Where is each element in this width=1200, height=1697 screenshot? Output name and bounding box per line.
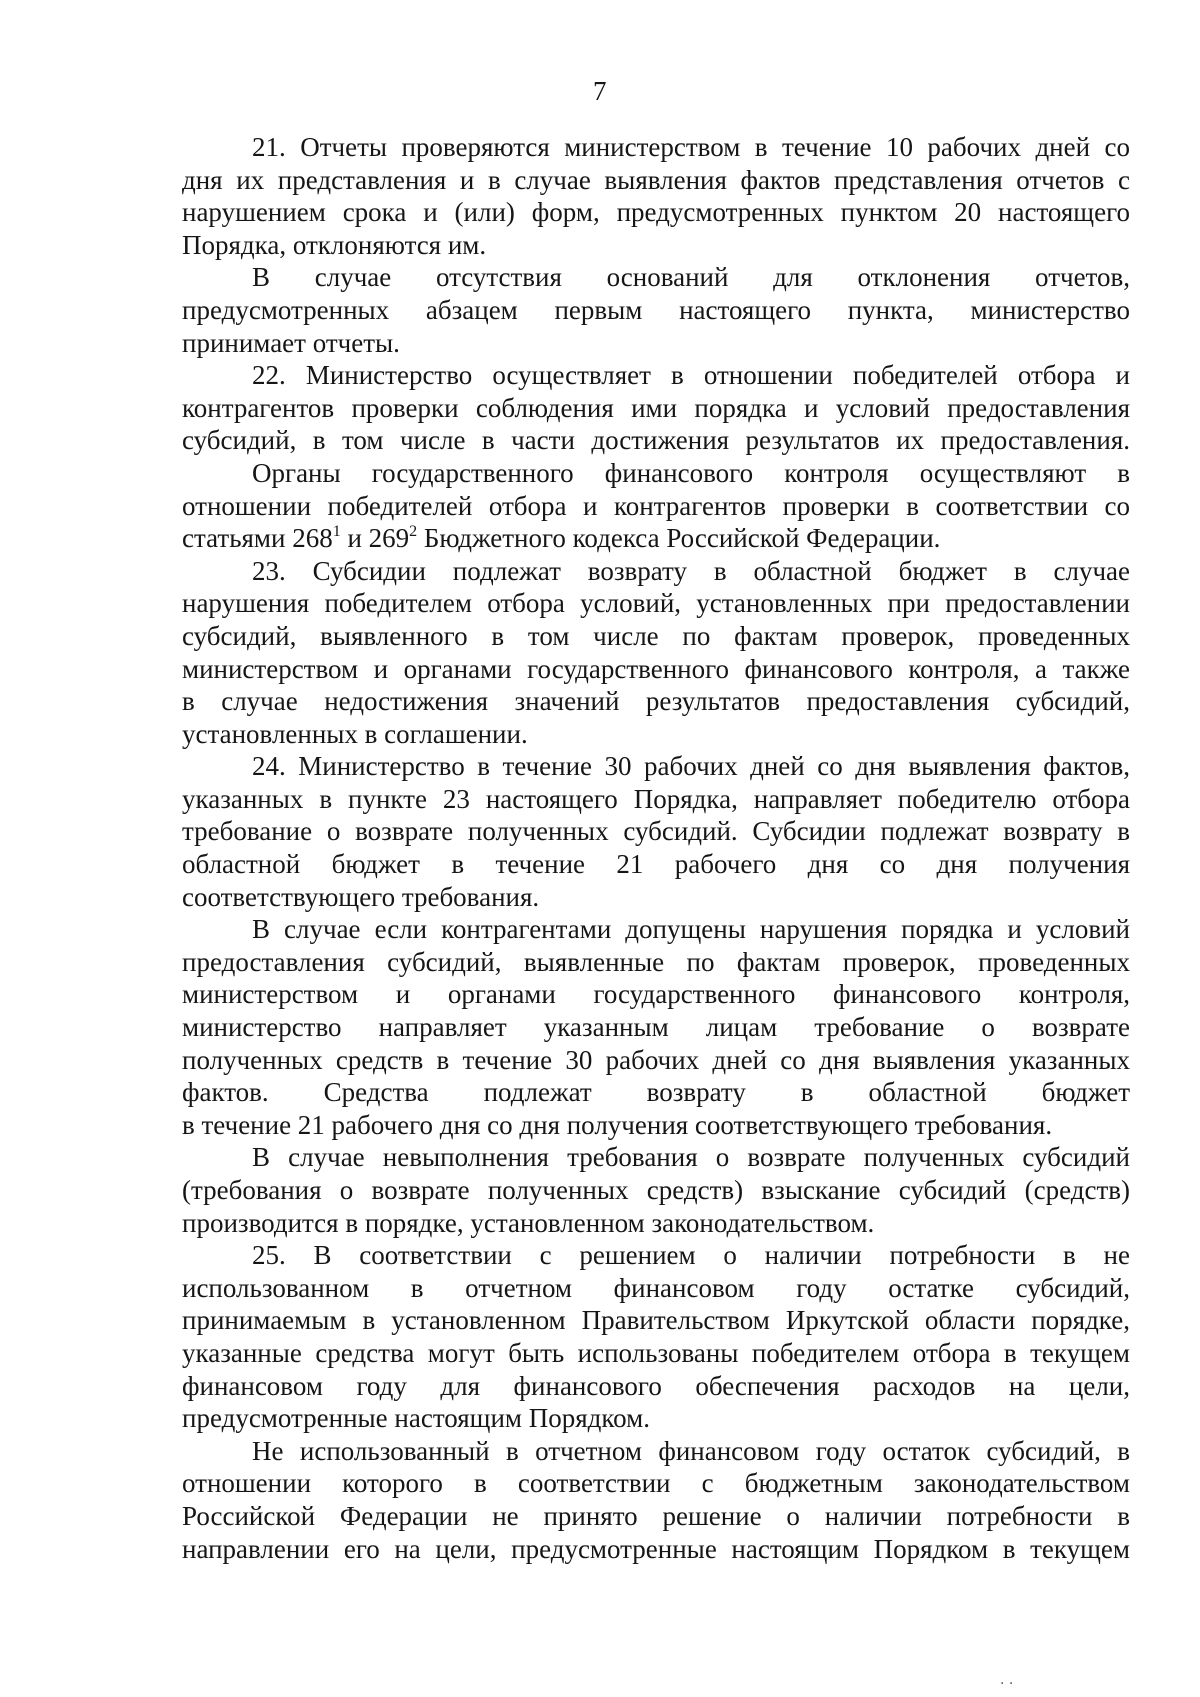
text-line: полученных средств в течение 30 рабочих дней со дня выявления указанных [182,1044,1130,1075]
text-line: 21. Отчеты проверяются министерством в течение 10 рабочих дней со [252,132,1130,162]
scan-artifact-mark: · · [1000,1676,1014,1692]
text-line: установленных в соглашении. [182,718,528,749]
text-line: областной бюджет в течение 21 рабочего дня со дня получения [182,849,1130,880]
text-run: и 269 [340,523,410,554]
superscript: 1 [332,523,341,541]
text-line: предусмотренных абзацем первым настоящего пункта, министерство [182,294,1130,325]
text-line: 23. Субсидии подлежат возврату в областной бюджет в случае [252,555,1130,586]
text-line: Порядка, отклоняются им. [182,229,487,260]
text-line [182,522,1130,555]
page-number: 7 [593,76,607,106]
document-body [182,131,1130,1565]
text-line: дня их представления и в случае выявления фактов представления отчетов с [182,164,1130,195]
text-run: Бюджетного кодекса Российской Федерации. [417,523,941,554]
text-line: фактов. Средства подлежат возврату в областной бюджет [182,1077,1130,1108]
text-line: указанные средства могут быть использованы победителем отбора в текущем [182,1337,1130,1368]
text-line: нарушения победителем отбора условий, установленных при предоставлении [182,588,1130,619]
text-line: использованном в отчетном финансовом году остатке субсидий, [182,1272,1130,1303]
text-line: Органы государственного финансового контроля осуществляют в [252,457,1130,488]
text-line: Не использованный в отчетном финансовом году остаток субсидий, в [252,1435,1130,1466]
text-line: в течение 21 рабочего дня со дня получения соответствующего требования. [182,1109,1053,1140]
text-line: нарушением срока и (или) форм, предусмотренных пунктом 20 настоящего [182,197,1130,228]
text-line: В случае если контрагентами допущены нарушения порядка и условий [252,914,1130,945]
text-line: 24. Министерство в течение 30 рабочих дней со дня выявления фактов, [252,751,1130,782]
text-line: (требования о возврате полученных средств) взыскание субсидий (средств) [182,1175,1130,1205]
superscript: 2 [409,523,418,541]
text-line: В случае невыполнения требования о возврате полученных субсидий [252,1142,1130,1173]
text-line: соответствующего требования. [182,881,540,912]
text-run: статьями 268 [182,523,333,554]
text-line: министерство направляет указанным лицам требование о возврате [182,1012,1130,1043]
text-line: принимает отчеты. [182,327,400,358]
text-line: Российской Федерации не принято решение о наличии потребности в [182,1500,1130,1531]
text-line: предоставления субсидий, выявленные по фактам проверок, проведенных [182,946,1130,977]
text-line: субсидий, выявленного в том числе по фактам проверок, проведенных [182,620,1130,651]
text-line: отношении победителей отбора и контрагентов проверки в соответствии со [182,490,1130,521]
text-line: направлении его на цели, предусмотренные настоящим Порядком в текущем [182,1533,1130,1564]
text-line: субсидий, в том числе в части достижения результатов их предоставления. [182,425,1130,456]
text-line: предусмотренные настоящим Порядком. [182,1403,650,1434]
text-line: указанных в пункте 23 настоящего Порядка, направляет победителю отбора [182,783,1130,814]
text-line: министерством и органами государственного финансового контроля, [182,979,1130,1010]
text-line: принимаемым в установленном Правительством Иркутской области порядке, [182,1305,1130,1336]
text-line: министерством и органами государственного финансового контроля, а также [182,653,1130,684]
text-line: контрагентов проверки соблюдения ими порядка и условий предоставления [182,392,1130,423]
text-line: 22. Министерство осуществляет в отношении победителей отбора и [252,360,1130,391]
text-line: отношении которого в соответствии с бюджетным законодательством [182,1468,1130,1499]
text-line: производится в порядке, установленном законодательством. [182,1207,875,1238]
text-line: требование о возврате полученных субсидий. Субсидии подлежат возврату в [182,816,1130,847]
text-line: в случае недостижения значений результатов предоставления субсидий, [182,686,1130,717]
text-line: 25. В соответствии с решением о наличии потребности в не [252,1240,1130,1271]
text-line: В случае отсутствия оснований для отклонения отчетов, [252,262,1130,293]
text-line: финансовом году для финансового обеспечения расходов на цели, [182,1370,1130,1401]
